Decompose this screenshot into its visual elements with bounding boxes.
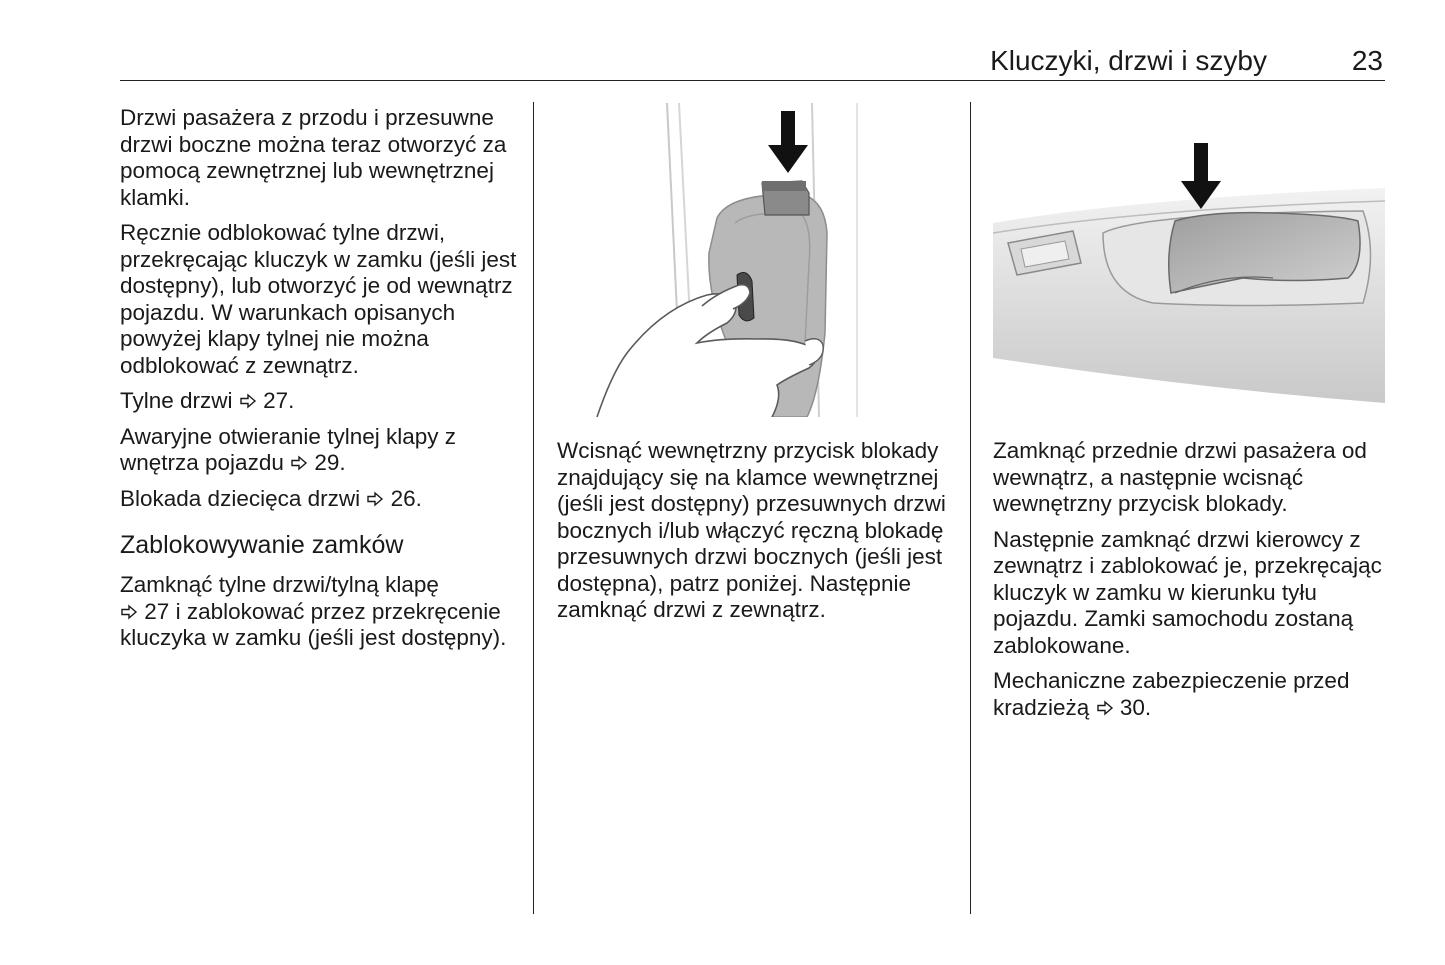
paragraph-text: i zablokować przez przekręcenie kluczyka w zamku (jeśli jest dostępny). [120,598,507,650]
interior-handle-illustration [993,103,1385,417]
paragraph: Wcisnąć wewnętrzny przycisk blokady znajdujący się na klamce wewnętrznej (jeśli jest dostępny) przesuwnych drzwi bocznych i/lub włączyć ręczną blokadę przesuwnych drzwi bocznych (jeśli jest dostępna), patrz poniżej. Następnie zamknąć drzwi z zewnątrz. [557,438,946,622]
column-2 [557,438,952,633]
paragraph-text: Zamknąć tylne drzwi/tylną klapę [120,572,439,597]
page-reference-arrow-icon [239,393,257,409]
page-reference-number: 29. [314,450,346,475]
paragraph [120,424,520,477]
page-reference-link[interactable] [120,599,169,626]
page-reference-link[interactable] [366,486,422,513]
paragraph: Drzwi pasażera z przodu i przesuwne drzwi boczne można teraz otworzyć za pomocą zewnętrznej lub wewnętrznej klamki. [120,105,507,210]
page-reference-link[interactable] [290,450,346,477]
subsection-heading: Zablokowywanie zamków [120,531,404,559]
illustration-front-door-lock [993,103,1385,417]
page-number: 23 [1351,45,1383,76]
paragraph-text: Awaryjne otwieranie tylnej klapy z wnętrza pojazdu [120,423,456,475]
paragraph [120,572,520,652]
page-reference-link[interactable] [1096,695,1152,722]
page-reference-number: 30. [1119,694,1152,720]
header-rule [120,80,1385,81]
page-reference-arrow-icon [366,491,384,507]
page-reference-arrow-icon [290,455,308,471]
column-1 [120,105,520,661]
page-reference-link[interactable] [239,388,295,415]
paragraph [120,486,520,513]
paragraph: Ręcznie odblokować tylne drzwi, przekręcając kluczyk w zamku (jeśli jest dostępny), lub otworzyć je od wewnątrz pojazdu. W warunkach opisanych powyżej klapy tylnej nie można odblokować z zewnątrz. [120,220,517,378]
paragraph-text: Mechaniczne zabezpieczenie przed kradzieżą [993,668,1350,720]
illustration-sliding-door-lock [557,103,947,417]
column-3 [993,438,1388,730]
paragraph: Zamknąć przednie drzwi pasażera od wewnątrz, a następnie wcisnąć wewnętrzny przycisk blokady. [993,438,1367,516]
column-divider-2 [970,102,971,914]
page-reference-number: 27. [263,388,295,413]
door-handle-illustration [557,103,947,417]
paragraph [993,668,1388,721]
page-reference-number: 27 [144,598,170,624]
column-divider-1 [533,102,534,914]
page-reference-arrow-icon [1096,700,1114,716]
page-reference-arrow-icon [120,604,138,620]
paragraph-text: Tylne drzwi [120,388,233,413]
paragraph [120,388,520,415]
section-title: Kluczyki, drzwi i szyby [990,45,1267,76]
page-reference-number: 26. [390,485,422,511]
paragraph: Następnie zamknąć drzwi kierowcy z zewnątrz i zablokować je, przekręcając kluczyk w zamku w kierunku tyłu pojazdu. Zamki samochodu zostaną zablokowane. [993,526,1382,658]
paragraph-text: Blokada dziecięca drzwi [120,485,361,511]
